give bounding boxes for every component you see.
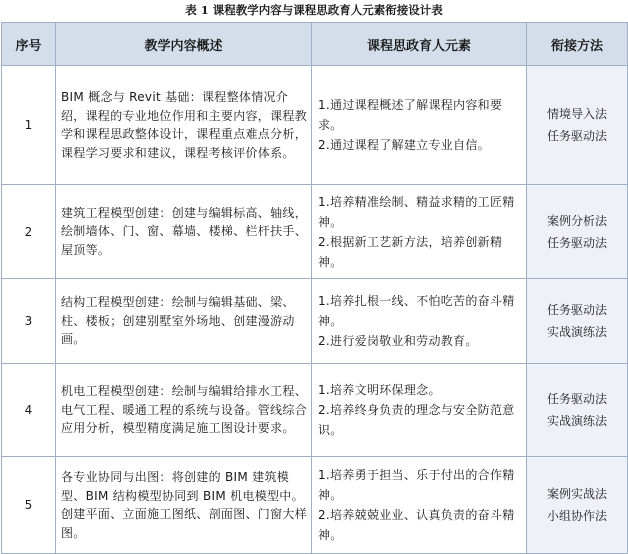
header-ideology: 课程思政育人元素 [312, 23, 527, 66]
content-cell: BIM 概念与 Revit 基础：课程整体情况介绍，课程的专业地位作用和主要内容，课程教学和课程思政整体设计，课程重点难点分析，课程学习要求和建议，课程考核评价体系。 [56, 66, 312, 185]
ideology-cell [312, 66, 527, 185]
table-row [2, 364, 628, 457]
row-number: 2 [2, 185, 56, 279]
method-cell [527, 279, 628, 364]
method-item: 实战演练法 [546, 325, 607, 339]
table-row [2, 279, 628, 364]
method-item: 任务驱动法 [546, 129, 607, 143]
method-item: 实战演练法 [546, 414, 607, 428]
method-cell [527, 457, 628, 554]
table-header-row [2, 23, 628, 66]
ideology-item: 1.培养精准绘制、精益求精的工匠精神。 [318, 194, 515, 229]
table-row [2, 457, 628, 554]
ideology-item: 1.培养勇于担当、乐于付出的合作精神。 [318, 468, 515, 502]
ideology-item: 1.通过课程概述了解课程内容和要求。 [318, 98, 503, 132]
ideology-cell [312, 279, 527, 364]
ideology-cell [312, 185, 527, 279]
method-item: 案例分析法 [546, 213, 607, 228]
curriculum-table [1, 22, 628, 554]
method-item: 情境导入法 [546, 107, 607, 121]
row-number: 1 [2, 66, 56, 185]
table-row [2, 66, 628, 185]
content-cell: 各专业协同与出图：将创建的 BIM 建筑模型、BIM 结构模型协同到 BIM 机电模型中。创建平面、立面施工图纸、剖面图、门窗大样图。 [56, 457, 312, 554]
method-item: 任务驱动法 [546, 392, 607, 406]
table-caption: 表 1 课程教学内容与课程思政育人元素衔接设计表 [185, 3, 443, 17]
header-no: 序号 [2, 23, 56, 66]
content-cell: 机电工程模型创建：绘制与编辑给排水工程、电气工程、暖通工程的系统与设备。管线综合应用分析，模型精度满足施工图设计要求。 [56, 364, 312, 457]
ideology-cell [312, 364, 527, 457]
header-method: 衔接方法 [527, 23, 628, 66]
ideology-item: 1.培养扎根一线、不怕吃苦的奋斗精神。 [318, 294, 515, 328]
table-row [2, 185, 628, 279]
ideology-item: 2.培养终身负责的理念与安全防范意识。 [318, 403, 515, 437]
ideology-item: 1.培养文明环保理念。 [318, 383, 441, 397]
ideology-item: 2.通过课程了解建立专业自信。 [318, 138, 490, 152]
method-cell [527, 185, 628, 279]
row-number: 5 [2, 457, 56, 554]
content-cell: 结构工程模型创建：绘制与编辑基础、梁、柱、楼板；创建别墅室外场地、创建漫游动画。 [56, 279, 312, 364]
content-cell: 建筑工程模型创建：创建与编辑标高、轴线，绘制墙体、门、窗、幕墙、楼梯、栏杆扶手、屋顶等。 [56, 185, 312, 279]
ideology-item: 2.培养兢兢业业、认真负责的奋斗精神。 [318, 508, 515, 542]
method-item: 小组协作法 [546, 509, 607, 523]
method-item: 案例实战法 [546, 487, 607, 501]
ideology-item: 2.根据新工艺新方法，培养创新精神。 [318, 234, 503, 269]
header-content: 教学内容概述 [56, 23, 312, 66]
row-number: 4 [2, 364, 56, 457]
ideology-cell [312, 457, 527, 554]
method-cell [527, 66, 628, 185]
ideology-item: 2.进行爱岗敬业和劳动教育。 [318, 334, 478, 348]
row-number: 3 [2, 279, 56, 364]
method-item: 任务驱动法 [546, 235, 607, 250]
method-item: 任务驱动法 [546, 303, 607, 317]
method-cell [527, 364, 628, 457]
